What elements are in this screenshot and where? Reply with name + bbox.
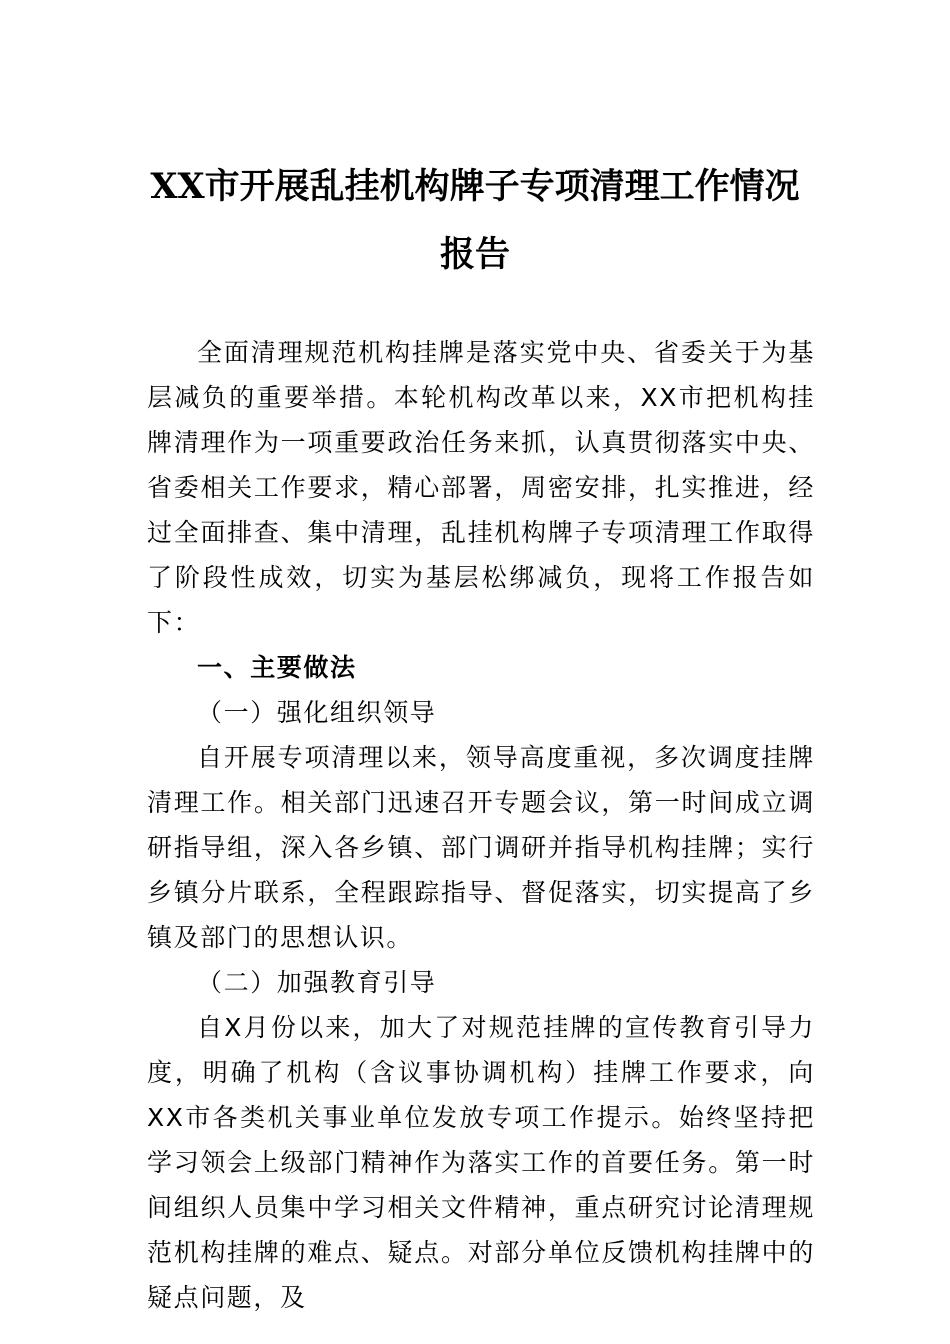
intro-paragraph: 全面清理规范机构挂牌是落实党中央、省委关于为基层减负的重要举措。本轮机构改革以来，XX市把机构挂牌清理作为一项重要政治任务来抓，认真贯彻落实中央、省委相关工作要求，精心部署，周密安排，扎实推进，经过全面排查、集中清理，乱挂机构牌子专项清理工作取得了阶段性成效，切实为基层松绑减负，现将工作报告如下：	[147, 338, 815, 637]
document-title-line-1: XX市开展乱挂机构牌子专项清理工作情况	[150, 166, 800, 207]
document-body	[147, 330, 815, 1320]
section-heading-main-practices: 一、主要做法	[197, 653, 357, 682]
subsection-heading-1: （一）强化组织领导	[197, 698, 437, 727]
subsection-heading-2: （二）加强教育引导	[197, 968, 437, 997]
subsection-1-paragraph: 自开展专项清理以来，领导高度重视，多次调度挂牌清理工作。相关部门迅速召开专题会议，第一时间成立调研指导组，深入各乡镇、部门调研并指导机构挂牌；实行乡镇分片联系，全程跟踪指导、督促落实，切实提高了乡镇及部门的思想认识。	[147, 743, 815, 952]
document-title-line-2: 报告	[439, 234, 510, 275]
subsection-2-paragraph: 自X月份以来，加大了对规范挂牌的宣传教育引导力度，明确了机构（含议事协调机构）挂牌工作要求，向XX市各类机关事业单位发放专项工作提示。始终坚持把学习领会上级部门精神作为落实工作的首要任务。第一时间组织人员集中学习相关文件精神，重点研究讨论清理规范机构挂牌的难点、疑点。对部分单位反馈机构挂牌中的疑点问题，及	[147, 1013, 815, 1312]
